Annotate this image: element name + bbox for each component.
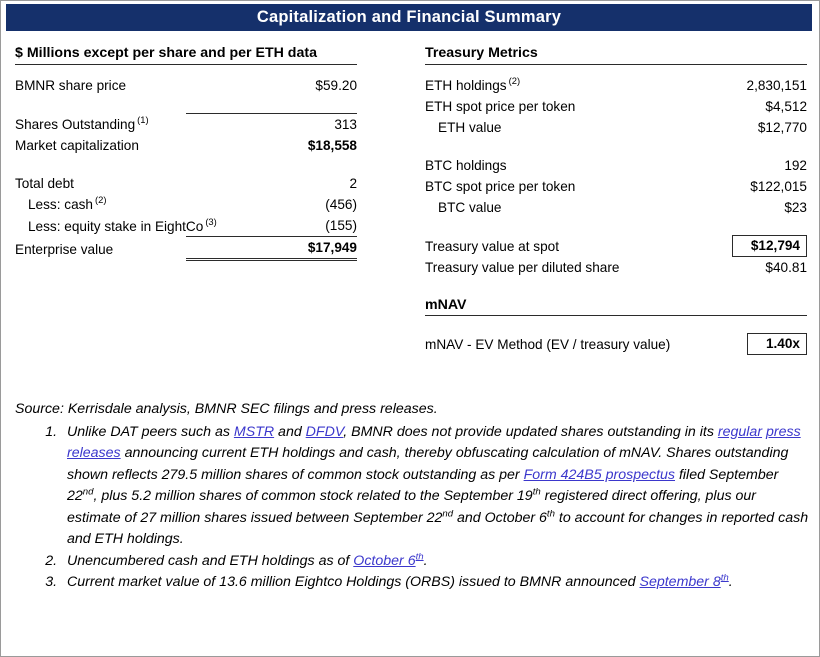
row-label-text: ETH holdings: [425, 78, 507, 93]
row-value: (456): [325, 197, 357, 212]
ordinal-suffix[interactable]: th: [720, 572, 729, 584]
row-label: Total debt: [15, 176, 74, 191]
row-label: Enterprise value: [15, 241, 114, 257]
ordinal-suffix: nd: [442, 507, 454, 519]
row-value: $4,512: [765, 99, 807, 114]
footnote-link[interactable]: DFDV: [305, 423, 344, 440]
footnote-text: Unlike DAT peers such as: [67, 423, 234, 440]
row-label: ETH spot price per token: [425, 99, 576, 114]
row-value: $59.20: [315, 78, 357, 93]
footnote-link[interactable]: October 6: [353, 552, 416, 569]
ordinal-suffix: th: [546, 507, 555, 519]
right-column-heading: Treasury Metrics: [425, 45, 807, 65]
row-value: (155): [325, 218, 357, 233]
row-label: BTC holdings: [425, 158, 507, 173]
footnote-text: Unencumbered cash and ETH holdings as of: [67, 552, 354, 569]
table-row: [425, 75, 807, 96]
row-value: $18,558: [307, 138, 357, 153]
table-row: [15, 173, 357, 194]
row-label: [15, 215, 217, 237]
footnote-text: and October 6: [453, 509, 547, 526]
footnote-text: , BMNR does not provide updated shares outstanding in its: [343, 423, 718, 440]
row-label: BTC spot price per token: [425, 179, 576, 194]
ordinal-suffix: nd: [82, 486, 94, 498]
table-row: [15, 135, 357, 156]
table-row: [425, 235, 807, 257]
row-value: $40.81: [765, 260, 807, 275]
left-column: [15, 45, 357, 261]
row-label: [425, 75, 616, 96]
slide-title-bar: [6, 4, 812, 31]
table-row: [425, 257, 807, 278]
row-value: $12,770: [757, 120, 807, 135]
row-label-text: Less: equity stake in EightCo: [28, 218, 204, 234]
footnote-marker: (1): [137, 114, 149, 126]
footnote-text: and: [274, 423, 306, 440]
footnote-link[interactable]: September 8: [639, 574, 721, 590]
footnote-item: [61, 422, 811, 551]
table-row: [425, 117, 807, 138]
left-column-heading: $ Millions except per share and per ETH data: [15, 45, 357, 65]
treasury-value-box: $12,794: [732, 235, 807, 257]
row-value: 192: [784, 158, 807, 173]
row-value: $17,949: [186, 237, 357, 260]
row-value: $23: [784, 200, 807, 215]
row-label: Market capitalization: [15, 138, 139, 153]
row-label: Treasury value at spot: [425, 239, 559, 254]
footnote-text: .: [423, 552, 428, 569]
row-label: [15, 114, 186, 136]
footnote-text: to account for changes in reported cash and ETH holdings.: [67, 509, 809, 547]
footnote-text: , plus 5.2 million shares of common stock related to the September 19: [93, 488, 533, 504]
row-value: $122,015: [750, 179, 807, 194]
row-label: Treasury value per diluted share: [425, 260, 620, 275]
table-row: [15, 75, 357, 96]
footnote-link[interactable]: MSTR: [233, 423, 275, 440]
footnote-text: registered direct offering, plus our estimate of 27 million shares issued between September 22: [67, 488, 757, 526]
footnote-text: Current market value of 13.6 million Eightco Holdings (ORBS) issued to BMNR announced: [67, 574, 640, 590]
ordinal-suffix: th: [532, 486, 541, 498]
footnote-link[interactable]: regular: [717, 423, 763, 440]
row-label-text: Shares Outstanding: [15, 117, 136, 132]
treasury-metrics-table: [425, 65, 807, 278]
row-label-text: Less: cash: [28, 197, 93, 212]
row-label: mNAV - EV Method (EV / treasury value): [425, 337, 671, 352]
financial-columns: [1, 45, 820, 390]
table-row: [15, 194, 357, 215]
mnav-heading: mNAV: [425, 297, 807, 316]
footnote-link[interactable]: Form 424B5 prospectus: [523, 466, 676, 483]
row-label: ETH value: [438, 120, 502, 135]
mnav-value-box: 1.40x: [747, 333, 807, 355]
table-row: [425, 176, 807, 197]
table-row: [425, 96, 807, 117]
footnotes-section: [15, 399, 811, 594]
table-row: [15, 237, 357, 260]
row-value: 2: [349, 176, 357, 191]
table-row: [15, 114, 357, 136]
footnote-marker: (2): [508, 75, 521, 87]
mnav-table: [425, 316, 807, 355]
row-value: 313: [186, 114, 357, 136]
row-label: BTC value: [438, 200, 502, 215]
footnote-list: [15, 422, 811, 594]
ordinal-suffix[interactable]: th: [415, 550, 424, 562]
row-label: [15, 194, 186, 215]
footnote-marker: (2): [94, 194, 107, 206]
table-row: [425, 333, 807, 355]
table-row: [15, 215, 357, 237]
row-value-boxed: [616, 235, 807, 257]
footnote-item: [61, 551, 811, 573]
footnote-text: .: [728, 574, 733, 590]
row-value: 2,830,151: [746, 78, 807, 93]
page-title: Capitalization and Financial Summary: [256, 8, 562, 26]
right-column: [425, 45, 807, 355]
footnote-marker: (3): [205, 215, 217, 227]
table-row: [425, 197, 807, 218]
row-label: BMNR share price: [15, 78, 127, 93]
footnote-text: filed September 22: [67, 466, 779, 504]
source-line: Source: Kerrisdale analysis, BMNR SEC filings and press releases.: [15, 401, 438, 417]
footnote-text: announcing current ETH holdings and cash, thereby obfuscating calculation of mNAV. Shares outstanding shown reflects 279.5 million shares of common stock outstanding as per: [67, 445, 789, 483]
table-row: [425, 155, 807, 176]
footnote-item: [61, 572, 811, 594]
capitalization-table: [15, 65, 357, 261]
footnote-link[interactable]: press releases: [67, 423, 801, 461]
